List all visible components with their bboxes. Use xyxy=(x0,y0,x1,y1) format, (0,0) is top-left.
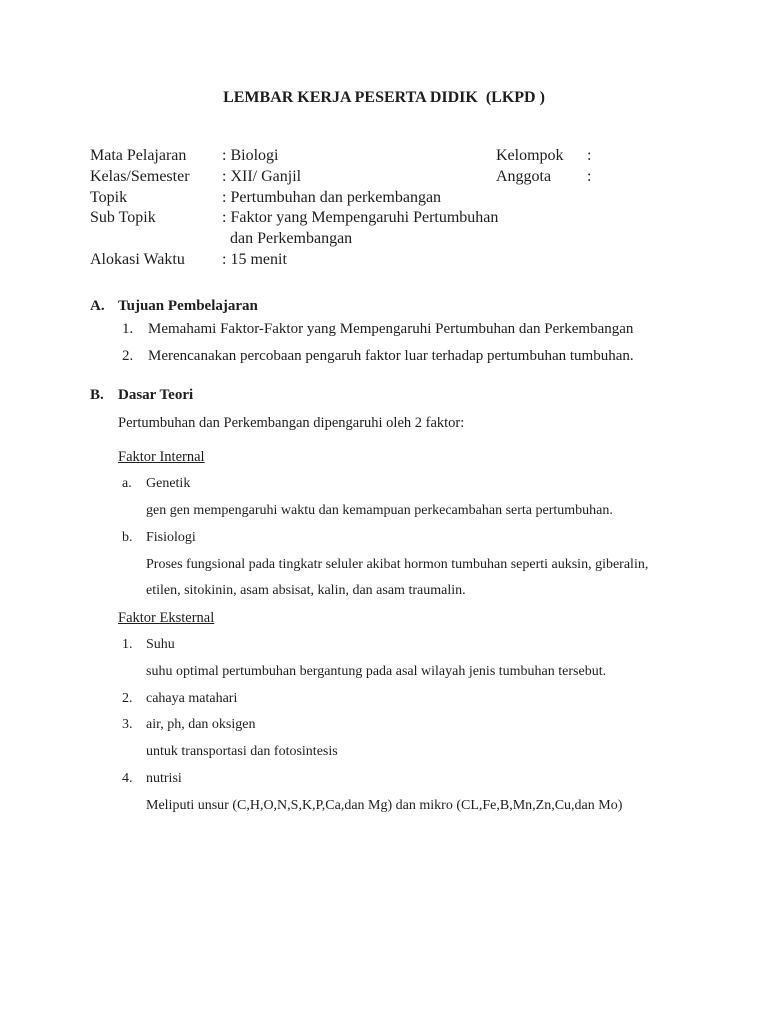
list-item-number: 1. xyxy=(122,321,134,337)
list-item-text: Merencanakan percobaan pengaruh faktor luar terhadap pertumbuhan tumbuhan. xyxy=(148,348,634,365)
meta-value: : Biologi xyxy=(222,147,279,164)
meta-row-topik xyxy=(90,188,690,209)
meta-row-kelompok xyxy=(496,146,676,167)
faktor-internal-list xyxy=(90,471,708,819)
list-item xyxy=(90,686,708,713)
list-item-title: Suhu xyxy=(146,636,175,652)
metadata-right-block xyxy=(496,146,676,188)
meta-row-sub-topik xyxy=(90,208,690,229)
faktor-internal-heading-text: Faktor Internal xyxy=(118,449,205,466)
meta-label: Alokasi Waktu xyxy=(90,250,185,268)
list-item-description: Meliputi unsur (C,H,O,N,S,K,P,Ca,dan Mg) dan mikro (CL,Fe,B,Mn,Zn,Cu,dan Mo) xyxy=(146,797,623,813)
faktor-eksternal-heading-text: Faktor Eksternal xyxy=(118,610,215,627)
list-item xyxy=(90,632,708,659)
list-item xyxy=(90,316,708,343)
metadata-block xyxy=(90,146,690,271)
document-body xyxy=(90,296,708,820)
meta-label: Topik xyxy=(90,188,128,206)
list-item-number: 1. xyxy=(122,636,133,652)
meta-label: Anggota xyxy=(496,167,552,185)
section-b-intro: Pertumbuhan dan Perkembangan dipengaruhi oleh 2 faktor: xyxy=(118,415,465,432)
faktor-internal-heading xyxy=(90,444,708,471)
list-item-number: 2. xyxy=(122,348,134,365)
list-item-number: 4. xyxy=(122,770,133,786)
list-item-title: air, ph, dan oksigen xyxy=(146,717,256,733)
list-item xyxy=(90,525,708,552)
meta-row-sub-topik-cont xyxy=(90,229,690,250)
section-tujuan-pembelajaran xyxy=(90,296,708,370)
meta-value: : 15 menit xyxy=(222,250,287,268)
meta-row-anggota xyxy=(496,167,676,188)
list-item-description: Proses fungsional pada tingkatr seluler akibat hormon tumbuhan seperti auksin, giberalin, xyxy=(146,556,649,572)
list-item-title: cahaya matahari xyxy=(146,690,238,706)
section-heading-text: Tujuan Pembelajaran xyxy=(118,298,258,314)
list-item-description: gen gen mempengaruhi waktu dan kemampuan perkecambahan serta pertumbuhan. xyxy=(146,503,613,518)
faktor-eksternal-heading xyxy=(90,605,708,632)
section-letter: B. xyxy=(90,387,104,404)
list-item-letter: a. xyxy=(122,476,132,492)
meta-value: : xyxy=(587,147,592,164)
list-item xyxy=(90,712,708,739)
list-item-number: 2. xyxy=(122,690,133,706)
list-item-description: etilen, sitokinin, asam absisat, kalin, dan asam traumalin. xyxy=(146,583,466,599)
list-item-text: Memahami Faktor-Faktor yang Mempengaruhi Pertumbuhan dan Perkembangan xyxy=(148,321,634,337)
section-dasar-teori xyxy=(90,385,708,819)
meta-value: dan Perkembangan xyxy=(230,230,353,248)
meta-value: : xyxy=(587,167,592,185)
meta-value: : Faktor yang Mempengaruhi Pertumbuhan xyxy=(222,209,499,227)
list-item xyxy=(90,766,708,793)
list-item-letter: b. xyxy=(122,529,133,545)
meta-label: Mata Pelajaran xyxy=(90,147,187,164)
list-item-title: nutrisi xyxy=(146,770,182,786)
list-item-title: Genetik xyxy=(146,476,191,492)
list-item-description: suhu optimal pertumbuhan bergantung pada asal wilayah jenis tumbuhan tersebut. xyxy=(146,663,607,679)
meta-label-empty xyxy=(90,229,222,250)
meta-value: : XII/ Ganjil xyxy=(222,167,302,185)
section-heading-text: Dasar Teori xyxy=(118,387,194,404)
list-item-title: Fisiologi xyxy=(146,529,196,545)
list-item-description: untuk transportasi dan fotosintesis xyxy=(146,744,338,760)
section-b-heading xyxy=(90,385,708,405)
section-letter: A. xyxy=(90,298,105,314)
list-item xyxy=(90,343,708,370)
section-a-heading xyxy=(90,296,708,316)
list-item xyxy=(90,471,708,498)
document-title: LEMBAR KERJA PESERTA DIDIK (LKPD ) xyxy=(223,89,545,106)
meta-row-alokasi-waktu xyxy=(90,250,690,271)
meta-value: : Pertumbuhan dan perkembangan xyxy=(222,188,442,206)
meta-label: Kelompok xyxy=(496,147,564,164)
list-item-number: 3. xyxy=(122,717,133,733)
meta-label: Sub Topik xyxy=(90,209,156,227)
meta-label: Kelas/Semester xyxy=(90,167,190,185)
